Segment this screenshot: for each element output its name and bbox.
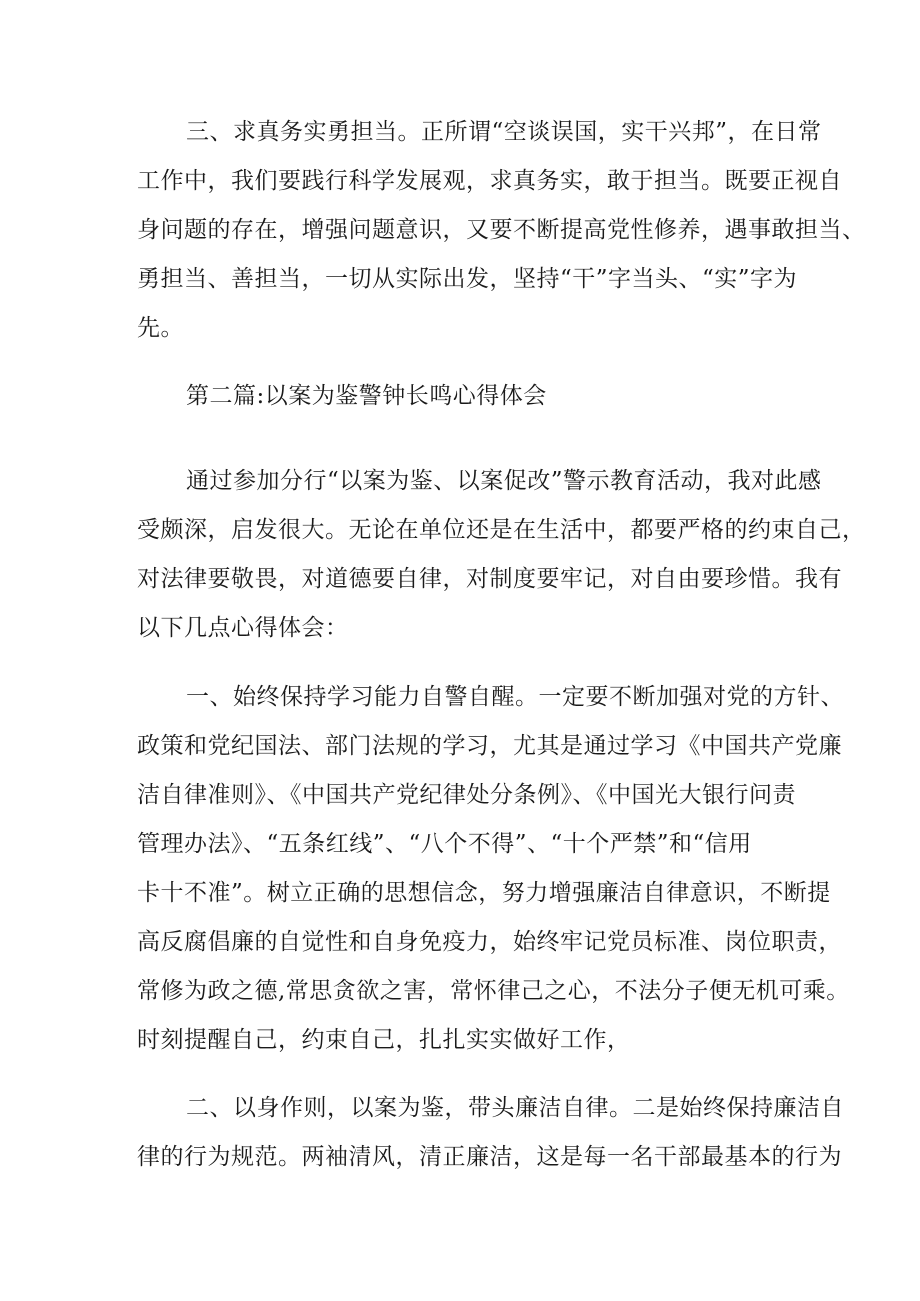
text-line: 通过参加分行“以案为鉴、以案促改”警示教育活动，我对此感: [186, 468, 822, 494]
text-line: 工作中，我们要践行科学发展观，求真务实，敢于担当。既要正视自: [137, 168, 842, 194]
text-line: 对法律要敬畏，对道德要自律，对制度要牢记，对自由要珍惜。我有: [137, 566, 842, 592]
text-line: 时刻提醒自己，约束自己，扎扎实实做好工作，: [137, 1027, 631, 1053]
text-line: 洁自律准则》、《中国共产党纪律处分条例》、《中国光大银行问责: [137, 782, 796, 808]
section-heading: 第二篇:以案为鉴警钟长鸣心得体会: [186, 383, 547, 409]
text-line: 律的行为规范。两袖清风，清正廉洁，这是每一名干部最基本的行为: [137, 1144, 842, 1170]
text-line: 受颇深，启发很大。无论在单位还是在生活中，都要严格的约束自己，: [137, 517, 866, 543]
text-line: 管理办法》、“五条红线”、“八个不得”、“十个严禁”和“信用: [137, 831, 752, 857]
text-line: 勇担当、善担当，一切从实际出发，坚持“干”字当头、“实”字为: [137, 266, 798, 292]
text-line: 常修为政之德,常思贪欲之害，常怀律己之心，不法分子便无机可乘。: [137, 978, 850, 1004]
text-line: 先。: [137, 315, 184, 341]
text-line: 以下几点心得体会：: [137, 615, 349, 641]
text-line: 卡十不准”。树立正确的思想信念，努力增强廉洁自律意识，不断提: [137, 880, 831, 906]
text-line: 三、求真务实勇担当。正所谓“空谈误国，实干兴邦”，在日常: [186, 119, 822, 145]
text-line: 身问题的存在，增强问题意识，又要不断提高党性修养，遇事敢担当、: [137, 217, 866, 243]
text-line: 政策和党纪国法、部门法规的学习，尤其是通过学习《中国共产党廉: [137, 733, 842, 759]
text-line: 高反腐倡廉的自觉性和自身免疫力，始终牢记党员标准、岗位职责，: [137, 929, 842, 955]
text-line: 一、始终保持学习能力自警自醒。一定要不断加强对党的方针、: [186, 684, 844, 710]
text-line: 二、以身作则，以案为鉴，带头廉洁自律。二是始终保持廉洁自: [186, 1095, 844, 1121]
